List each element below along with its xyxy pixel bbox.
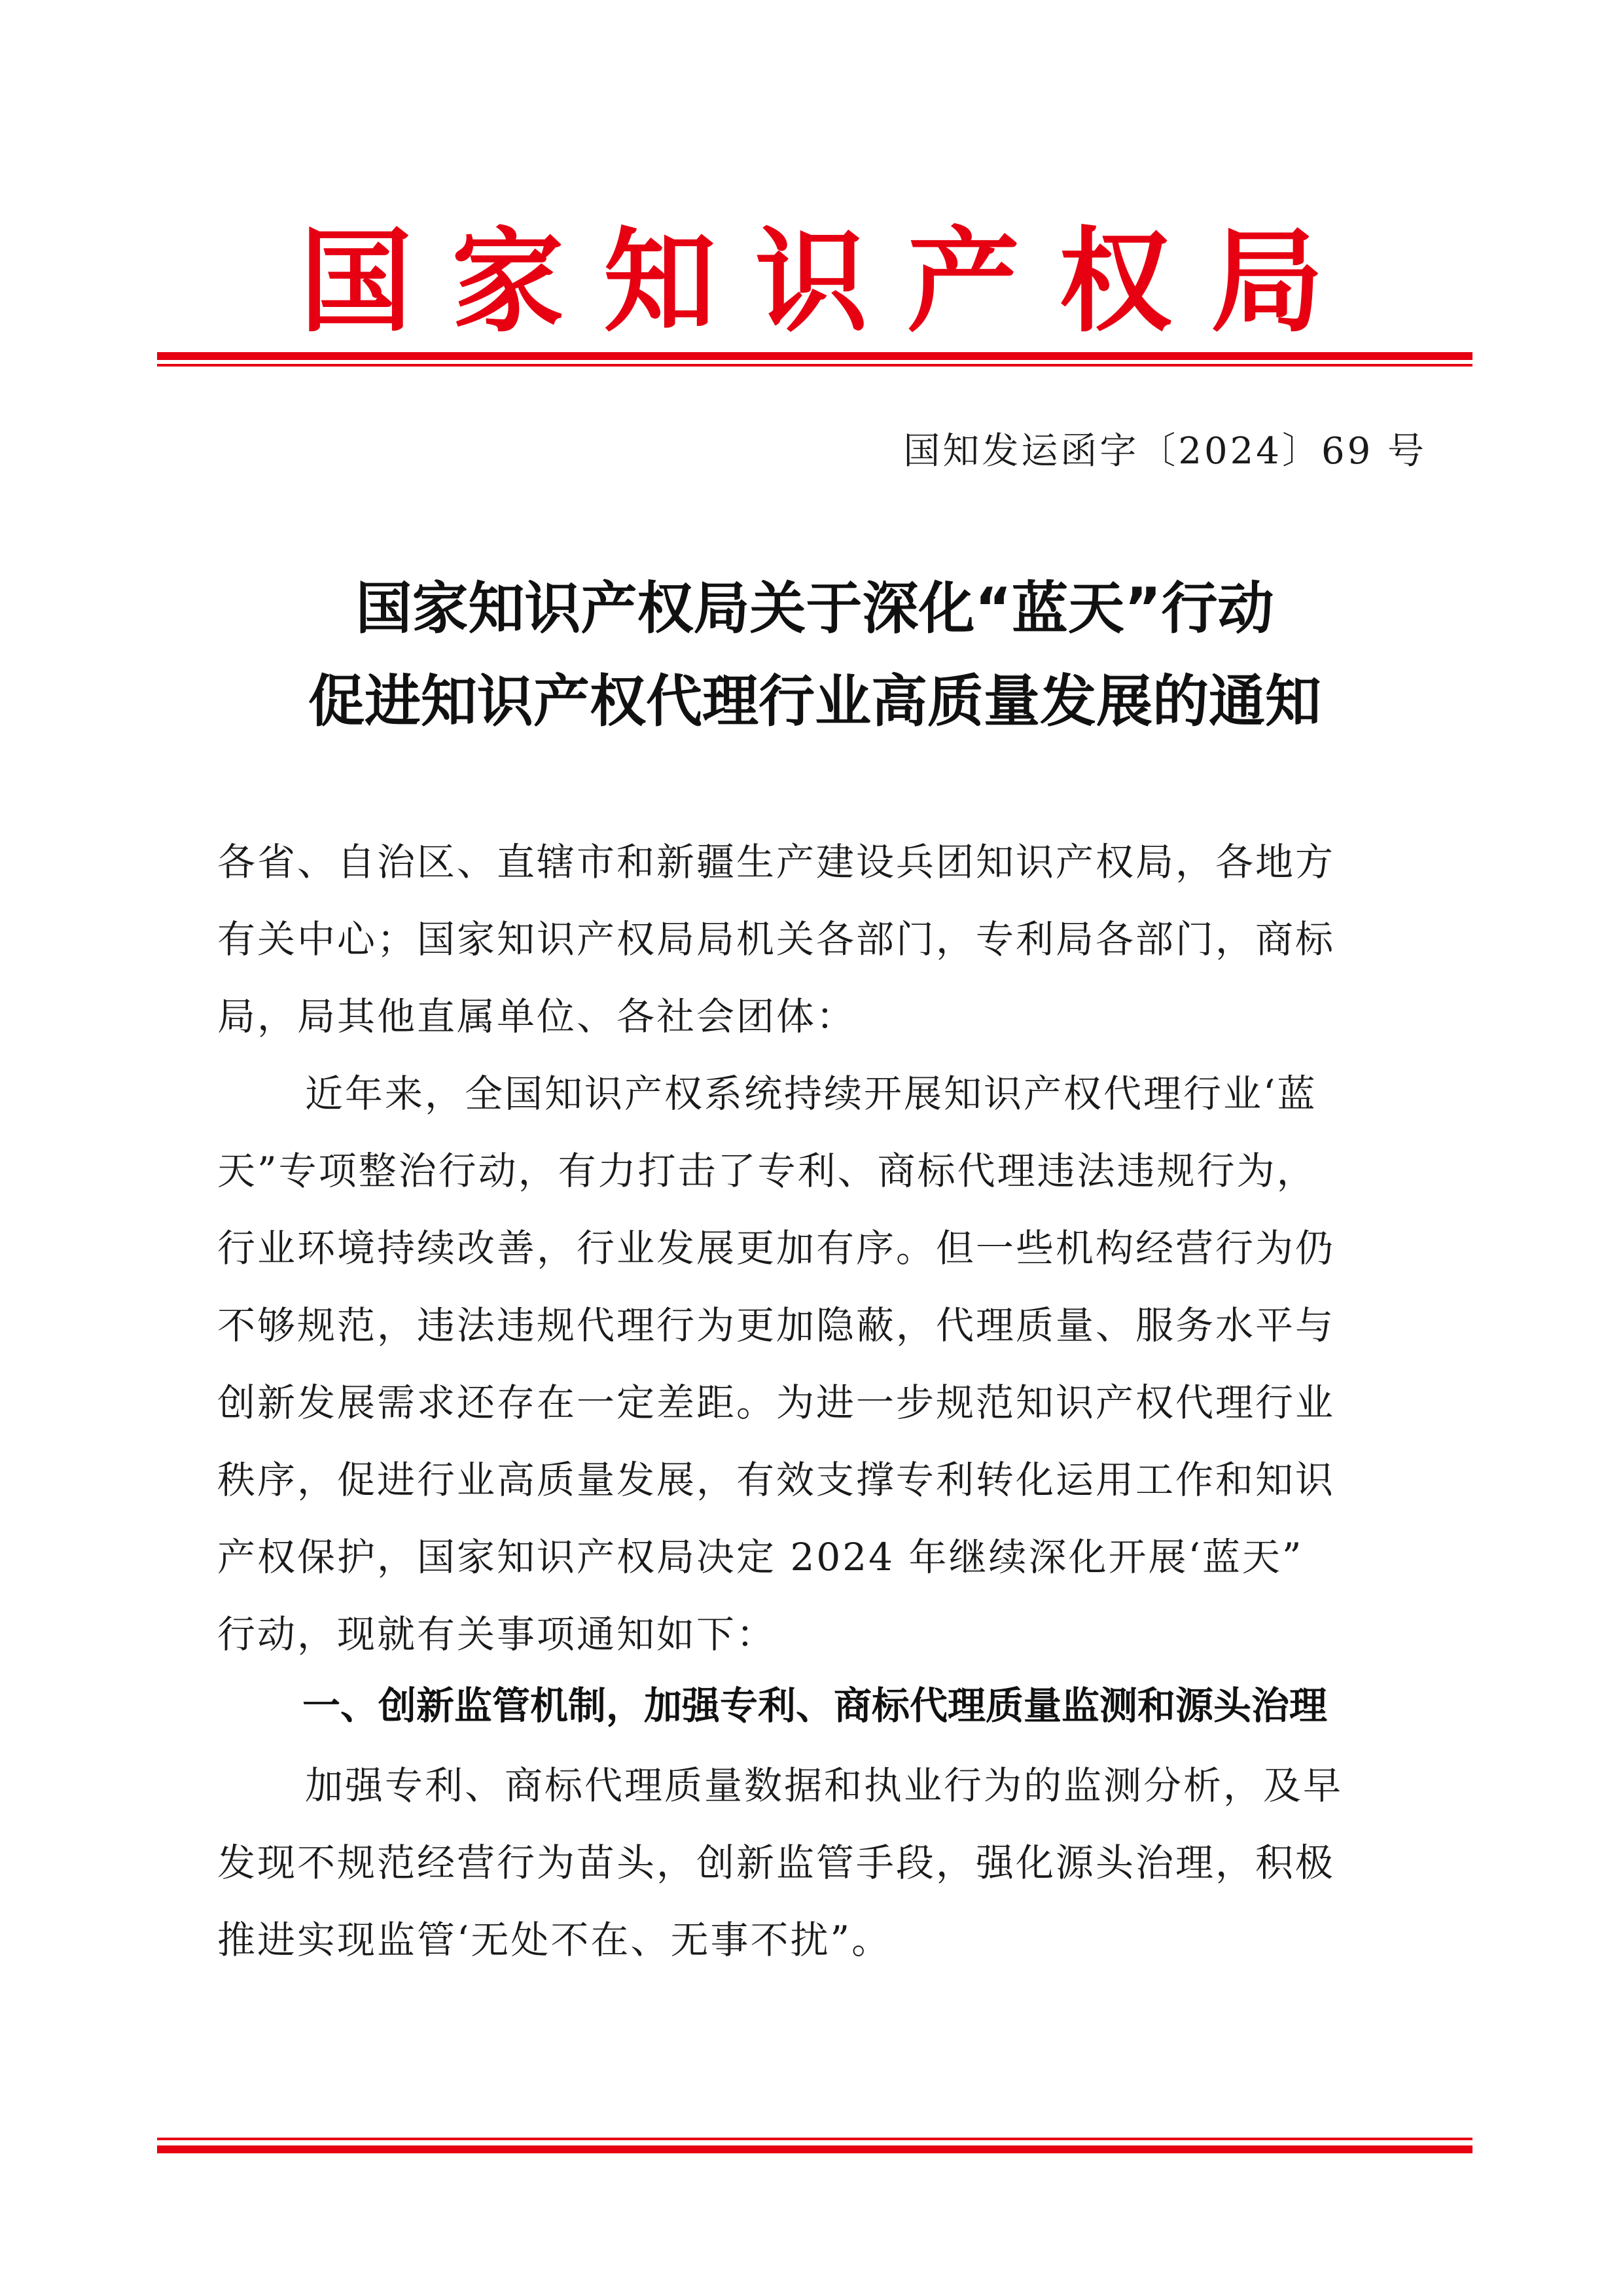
- paragraph-line: 发现不规范经营行为苗头，创新监管手段，强化源头治理，积极: [217, 1840, 1336, 1885]
- footer-divider-thin: [157, 2138, 1472, 2140]
- masthead-divider-thick: [157, 352, 1472, 360]
- addressee-line: 各省、自治区、直辖市和新疆生产建设兵团知识产权局，各地方: [217, 840, 1336, 884]
- addressee-line: 有关中心；国家知识产权局局机关各部门，专利局各部门，商标: [217, 917, 1336, 961]
- addressee-line: 局，局其他直属单位、各社会团体：: [217, 994, 857, 1039]
- intro-paragraph: [217, 1055, 1421, 1673]
- section-1-heading: 一、创新监管机制，加强专利、商标代理质量监测和源头治理: [302, 1683, 1328, 1728]
- paragraph-line: 天”专项整治行动，有力打击了专利、商标代理违法违规行为，: [217, 1149, 1317, 1193]
- paragraph-line: 创新发展需求还存在一定差距。为进一步规范知识产权代理行业: [217, 1380, 1336, 1425]
- addressee-block: [217, 823, 1421, 1055]
- paragraph-line: 秩序，促进行业高质量发展，有效支撑专利转化运用工作和知识: [217, 1458, 1336, 1502]
- masthead-divider-thin: [157, 364, 1472, 367]
- paragraph-line: 近年来，全国知识产权系统持续开展知识产权代理行业‘蓝: [305, 1071, 1317, 1116]
- footer-divider-thick: [157, 2145, 1472, 2153]
- paragraph-line: 行业环境持续改善，行业发展更加有序。但一些机构经营行为仍: [217, 1226, 1336, 1270]
- paragraph-line: 加强专利、商标代理质量数据和执业行为的监测分析，及早: [305, 1763, 1344, 1808]
- paragraph-line: 推进实现监管‘无处不在、无事不扰”。: [217, 1918, 892, 1962]
- section-1-paragraph: [217, 1747, 1421, 1979]
- masthead-title: 国家知识产权局: [300, 215, 1363, 348]
- paragraph-line: 行动，现就有关事项通知如下：: [217, 1612, 777, 1657]
- document-title-line-1: 国家知识产权局关于深化“蓝天”行动: [355, 576, 1274, 641]
- document-title-line-2: 促进知识产权代理行业高质量发展的通知: [308, 669, 1321, 734]
- paragraph-line: 不够规范，违法违规代理行为更加隐蔽，代理质量、服务水平与: [217, 1303, 1336, 1348]
- document-number: 国知发运函字〔2024〕69 号: [903, 430, 1427, 473]
- paragraph-line: 产权保护，国家知识产权局决定 2024 年继续深化开展‘蓝天”: [217, 1535, 1304, 1579]
